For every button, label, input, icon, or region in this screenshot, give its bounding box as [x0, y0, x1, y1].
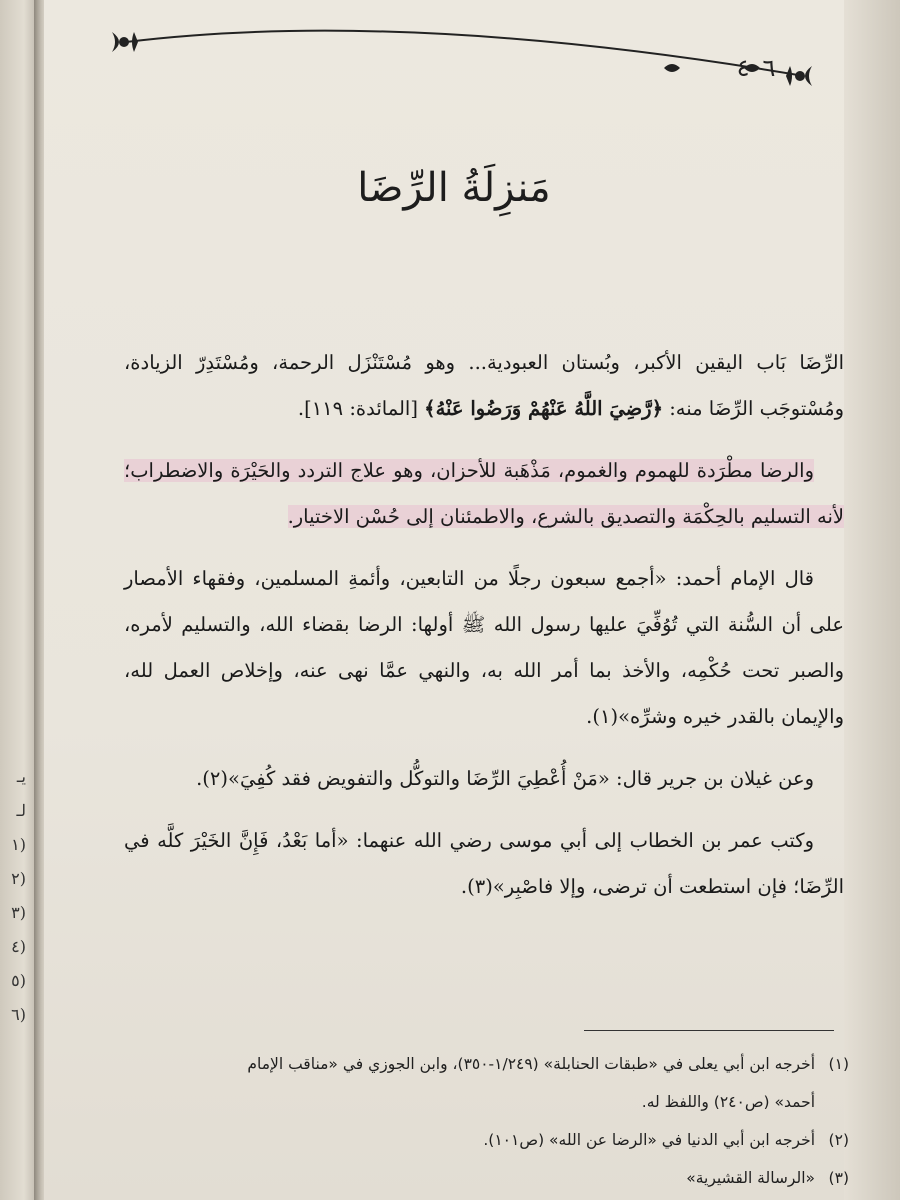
- margin-mark: لـ: [16, 801, 26, 820]
- footnote-text: «الرسالة القشيرية»: [686, 1169, 815, 1187]
- paragraph: وكتب عمر بن الخطاب إلى أبي موسى رضي الله عنهما: «أما بَعْدُ، فَإِنَّ الخَيْرَ كلَّه في الرِّضَا؛ فإن استطعت أن ترضى، وإلا فاصْبِر»(٣).: [124, 829, 844, 898]
- chapter-title: مَنزِلَةُ الرِّضَا: [357, 165, 551, 211]
- margin-mark: (٦: [11, 1005, 26, 1024]
- paragraph-text: الرِّضَا بَاب اليقين الأكبر، وبُستان العبودية... وهو مُسْتَنْزَل الرحمة، ومُسْتَدِرّ الزيادة، ومُسْتوجَب الرِّضَا منه:: [124, 351, 844, 420]
- footnote-number: (٢): [828, 1131, 849, 1149]
- footnote-separator: [584, 1030, 834, 1031]
- page-header: [104, 18, 824, 88]
- footnote-text: أحمد» (ص٢٤٠) واللفظ له.: [641, 1093, 815, 1111]
- page-stack-edge: [840, 0, 900, 1200]
- footnote: [114, 1083, 849, 1121]
- paragraph: [124, 448, 844, 540]
- quran-verse: ﴿رَّضِيَ اللَّهُ عَنْهُمْ وَرَضُوا عَنْهُ﴾: [424, 397, 664, 420]
- margin-mark: (٥: [11, 971, 26, 990]
- footnote: [114, 1159, 849, 1197]
- footnote-text: أخرجه ابن أبي الدنيا في «الرضا عن الله» (ص١٠١).: [483, 1131, 815, 1149]
- body-text: [124, 340, 844, 926]
- left-ornament-icon: [112, 32, 138, 52]
- margin-mark: (١: [11, 835, 26, 854]
- margin-mark: (٣: [11, 903, 26, 922]
- footnote: [114, 1045, 849, 1083]
- highlighted-text: والرضا مطْرَدة للهموم والغموم، مَذْهَبة للأحزان، وهو علاج التردد والحَيْرَة والاضطراب؛ لأنه التسليم بالحِكْمَة والتصديق بالشرع، والاطمئنان إلى حُسْن الاختيار.: [124, 459, 844, 528]
- margin-mark: (٢: [11, 869, 26, 888]
- page-number: ٤٠٦: [736, 54, 776, 82]
- footnote: [114, 1121, 849, 1159]
- paragraph: [124, 340, 844, 432]
- paragraph: وعن غيلان بن جرير قال: «مَنْ أُعْطِيَ الرِّضَا والتوكُّل والتفويض فقد كُفِيَ»(٢).: [196, 767, 814, 790]
- margin-mark: (٤: [11, 937, 26, 956]
- paragraph: قال الإمام أحمد: «أجمع سبعون رجلًا من التابعين، وأئمةِ المسلمين، وفقهاء الأمصار على أن السُّنة التي تُوُفِّيَ عليها رسول الله ﷺ أولها: الرضا بقضاء الله، والتسليم لأمره، والصبر تحت حُكْمِه، والأخذ بما أمر الله به، والنهي عمَّا نهى عنه، وإخلاص العمل لله، والإيمان بالقدر خيره وشرِّه»(١).: [124, 567, 844, 728]
- footnote-number: (٣): [828, 1169, 849, 1187]
- margin-mark: يـ: [16, 767, 26, 786]
- footnotes: [114, 1045, 849, 1197]
- footnote-number: (١): [828, 1055, 849, 1073]
- verse-reference: [المائدة: ١١٩].: [297, 397, 425, 420]
- book-page: [44, 0, 849, 1200]
- facing-page-margin-marks: [2, 760, 26, 1032]
- footnote-text: أخرجه ابن أبي يعلى في «طبقات الحنابلة» (١/٢٤٩-٣٥٠)، وابن الجوزي في «مناقب الإمام: [247, 1055, 815, 1073]
